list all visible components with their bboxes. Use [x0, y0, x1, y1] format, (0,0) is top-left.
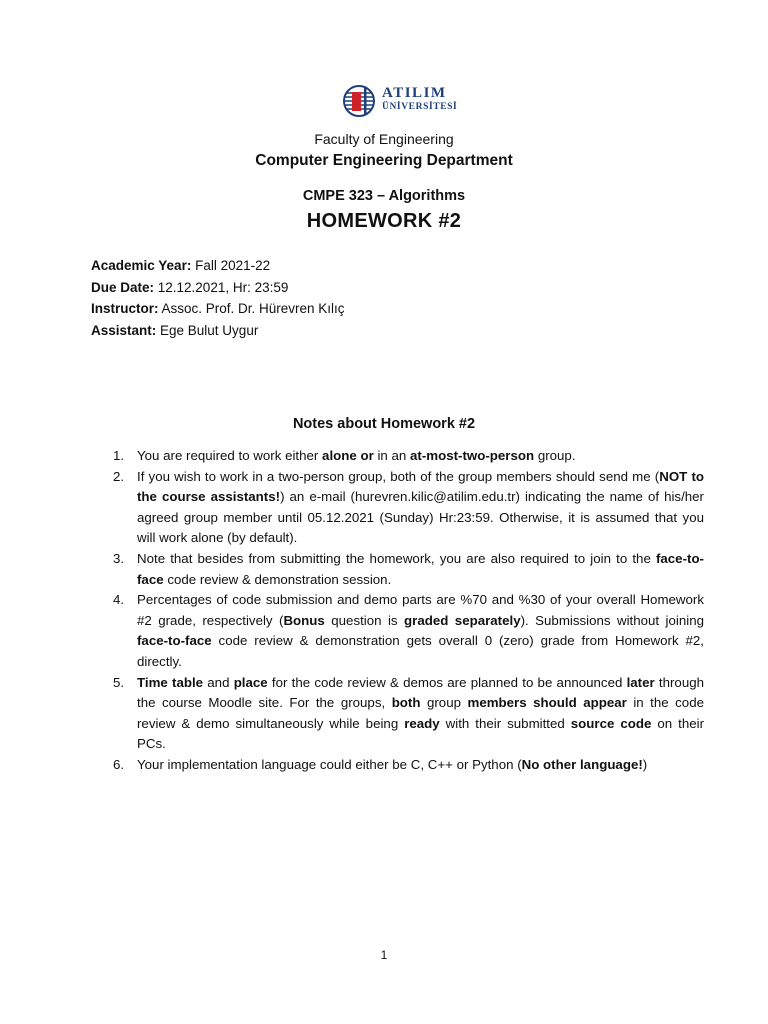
list-item-text: Note that besides from submitting the homework, you are also required to join to the face-to-face code review & demonstration session. — [137, 550, 704, 587]
course-title: CMPE 323 – Algorithms — [302, 188, 466, 204]
info-value: Fall 2021-22 — [191, 258, 271, 273]
info-value: Ege Bulut Uygur — [156, 322, 259, 338]
list-item — [113, 673, 704, 755]
list-item-number: 5. — [113, 674, 125, 690]
info-row-academic-year — [91, 255, 345, 277]
list-item-text: Percentages of code submission and demo parts are %70 and %30 of your overall Homework #2 grade, respectively (Bonus question is graded separately). Submissions without joining face-to-face code review & demonstration gets overall 0 (zero) grade from Homework #2, directly. — [137, 592, 704, 669]
list-item-text: Time table and place for the code review & demos are planned to be announced later through the course Moodle site. For the groups, both group members should appear in the code review & demo simultaneously while being ready with their submitted source code on their PCs. — [137, 674, 705, 752]
emphasis-text: NOT to the course assistants! — [137, 468, 704, 505]
emphasis-text: face-to-face — [137, 550, 704, 587]
info-label: Due Date: — [91, 279, 155, 295]
emphasis-text: Bonus — [283, 612, 325, 628]
atilim-emblem-icon — [342, 84, 378, 118]
logo-name-line2: ÜNİVERSİTESİ — [382, 102, 458, 112]
emphasis-text: graded separately — [404, 612, 521, 628]
emphasis-text: later — [626, 674, 655, 690]
logo-name-line1: ATILIM — [382, 85, 447, 101]
list-item — [113, 549, 704, 590]
emphasis-text: source code — [570, 715, 652, 731]
list-item-number: 2. — [113, 468, 125, 484]
info-label: Academic Year: — [91, 258, 192, 273]
university-logo — [342, 84, 457, 118]
info-label: Assistant: — [91, 322, 157, 338]
info-row-assistant — [91, 320, 345, 342]
info-value: Assoc. Prof. Dr. Hürevren Kılıç — [158, 301, 345, 316]
faculty-name: Faculty of Engineering — [314, 131, 454, 147]
info-label: Instructor: — [91, 301, 159, 316]
list-item — [113, 467, 704, 549]
homework-info — [91, 255, 345, 341]
emphasis-text: face-to-face — [137, 633, 212, 649]
emphasis-text: members should appear — [467, 695, 627, 711]
list-item-number: 6. — [113, 756, 125, 772]
page-number: 1 — [380, 948, 388, 962]
list-item-number: 3. — [113, 550, 125, 566]
info-row-due-date — [91, 277, 345, 299]
emphasis-text: alone or — [322, 448, 374, 463]
homework-title: HOMEWORK #2 — [306, 210, 462, 232]
emphasis-text: Time table — [137, 674, 204, 690]
list-item-number: 4. — [113, 592, 125, 608]
list-item — [113, 590, 704, 672]
emphasis-text: at-most-two-person — [410, 448, 535, 463]
info-value: 12.12.2021, Hr: 23:59 — [154, 279, 289, 295]
list-item — [113, 446, 704, 467]
list-item-text: Your implementation language could either be C, C++ or Python (No other language!) — [137, 756, 648, 772]
notes-list — [113, 446, 704, 776]
list-item — [113, 755, 704, 776]
info-row-instructor — [91, 298, 345, 320]
department-name: Computer Engineering Department — [255, 152, 513, 169]
notes-heading: Notes about Homework #2 — [292, 416, 476, 432]
emphasis-text: No other language! — [521, 756, 643, 772]
list-item-text: You are required to work either alone or in an at-most-two-person group. — [137, 448, 576, 463]
emphasis-text: place — [233, 674, 268, 690]
emphasis-text: ready — [404, 715, 440, 731]
list-item-text: If you wish to work in a two-person group, both of the group members should send me (NOT to the course assistants!) an e-mail (hurevren.kilic@atilim.edu.tr) indicating the name of his/her agreed group member until 05.12.2021 (Sunday) Hr:23:59. Otherwise, it is assumed that you will work alone (by default). — [137, 468, 704, 546]
emphasis-text: both — [391, 695, 421, 711]
list-item-number: 1. — [113, 448, 125, 463]
